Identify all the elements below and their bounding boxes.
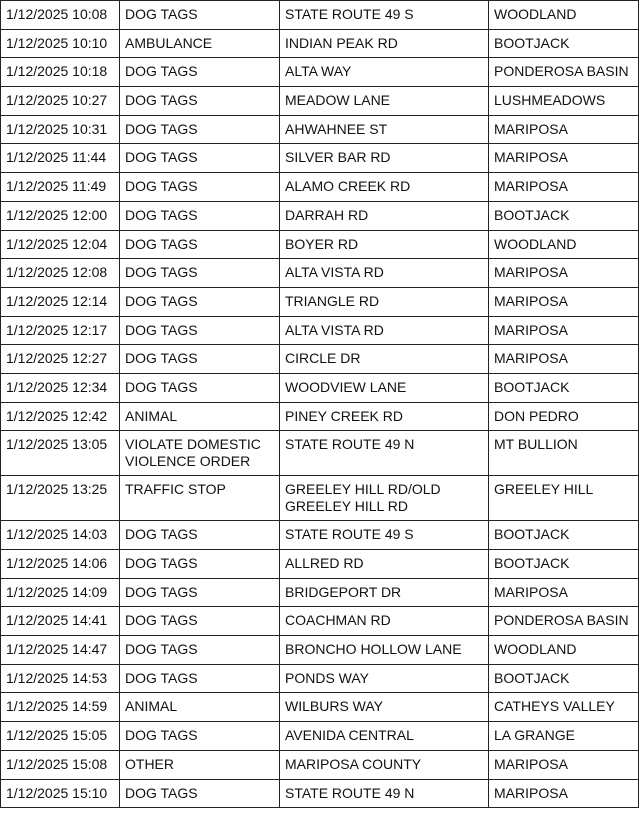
cell-call-type: DOG TAGS (120, 287, 280, 316)
cell-location: STATE ROUTE 49 N (280, 779, 489, 808)
cell-area: CATHEYS VALLEY (489, 693, 639, 722)
cell-location: BRIDGEPORT DR (280, 578, 489, 607)
cell-datetime: 1/12/2025 14:53 (1, 664, 120, 693)
cell-location: ALTA WAY (280, 58, 489, 87)
cell-location: ALLRED RD (280, 550, 489, 579)
cell-datetime: 1/12/2025 14:03 (1, 521, 120, 550)
cell-datetime: 1/12/2025 10:27 (1, 87, 120, 116)
cell-call-type: DOG TAGS (120, 115, 280, 144)
cell-location: WOODVIEW LANE (280, 373, 489, 402)
cell-area: LA GRANGE (489, 722, 639, 751)
table-row (1, 431, 639, 476)
cell-call-type: DOG TAGS (120, 201, 280, 230)
cell-datetime: 1/12/2025 14:09 (1, 578, 120, 607)
cell-datetime: 1/12/2025 12:04 (1, 230, 120, 259)
cell-area: WOODLAND (489, 636, 639, 665)
cell-call-type: TRAFFIC STOP (120, 476, 280, 521)
call-log-body (1, 1, 639, 808)
table-row (1, 87, 639, 116)
cell-location: SILVER BAR RD (280, 144, 489, 173)
cell-area: MARIPOSA (489, 779, 639, 808)
cell-datetime: 1/12/2025 13:05 (1, 431, 120, 476)
table-row (1, 29, 639, 58)
cell-location: ALTA VISTA RD (280, 316, 489, 345)
cell-area: PONDEROSA BASIN (489, 58, 639, 87)
cell-location: MEADOW LANE (280, 87, 489, 116)
cell-call-type: DOG TAGS (120, 173, 280, 202)
cell-call-type: DOG TAGS (120, 521, 280, 550)
cell-datetime: 1/12/2025 14:59 (1, 693, 120, 722)
cell-call-type: DOG TAGS (120, 345, 280, 374)
table-row (1, 58, 639, 87)
cell-datetime: 1/12/2025 10:31 (1, 115, 120, 144)
table-row (1, 693, 639, 722)
cell-area: MARIPOSA (489, 578, 639, 607)
cell-datetime: 1/12/2025 15:05 (1, 722, 120, 751)
table-row (1, 115, 639, 144)
cell-area: MARIPOSA (489, 287, 639, 316)
cell-datetime: 1/12/2025 12:27 (1, 345, 120, 374)
cell-call-type: DOG TAGS (120, 144, 280, 173)
cell-location: COACHMAN RD (280, 607, 489, 636)
cell-area: MARIPOSA (489, 316, 639, 345)
cell-datetime: 1/12/2025 12:17 (1, 316, 120, 345)
cell-call-type: DOG TAGS (120, 779, 280, 808)
cell-location: INDIAN PEAK RD (280, 29, 489, 58)
cell-location: CIRCLE DR (280, 345, 489, 374)
table-row (1, 287, 639, 316)
table-row (1, 345, 639, 374)
cell-call-type: DOG TAGS (120, 664, 280, 693)
table-row (1, 521, 639, 550)
cell-datetime: 1/12/2025 12:00 (1, 201, 120, 230)
cell-datetime: 1/12/2025 11:49 (1, 173, 120, 202)
cell-area: PONDEROSA BASIN (489, 607, 639, 636)
cell-location: DARRAH RD (280, 201, 489, 230)
cell-location: STATE ROUTE 49 N (280, 431, 489, 476)
cell-location: PINEY CREEK RD (280, 402, 489, 431)
cell-datetime: 1/12/2025 12:42 (1, 402, 120, 431)
cell-datetime: 1/12/2025 12:08 (1, 259, 120, 288)
cell-datetime: 1/12/2025 14:41 (1, 607, 120, 636)
cell-call-type: DOG TAGS (120, 58, 280, 87)
cell-datetime: 1/12/2025 12:34 (1, 373, 120, 402)
cell-call-type: DOG TAGS (120, 722, 280, 751)
cell-location: STATE ROUTE 49 S (280, 1, 489, 30)
cell-datetime: 1/12/2025 12:14 (1, 287, 120, 316)
table-row (1, 1, 639, 30)
table-row (1, 230, 639, 259)
cell-location: ALAMO CREEK RD (280, 173, 489, 202)
cell-area: DON PEDRO (489, 402, 639, 431)
cell-location: WILBURS WAY (280, 693, 489, 722)
table-row (1, 550, 639, 579)
cell-location: ALTA VISTA RD (280, 259, 489, 288)
cell-area: MARIPOSA (489, 750, 639, 779)
cell-location: PONDS WAY (280, 664, 489, 693)
cell-datetime: 1/12/2025 10:18 (1, 58, 120, 87)
cell-area: MARIPOSA (489, 345, 639, 374)
cell-location: AHWAHNEE ST (280, 115, 489, 144)
cell-datetime: 1/12/2025 11:44 (1, 144, 120, 173)
cell-call-type: DOG TAGS (120, 259, 280, 288)
cell-location: AVENIDA CENTRAL (280, 722, 489, 751)
cell-area: BOOTJACK (489, 664, 639, 693)
cell-area: WOODLAND (489, 230, 639, 259)
cell-area: BOOTJACK (489, 521, 639, 550)
cell-area: WOODLAND (489, 1, 639, 30)
table-row (1, 373, 639, 402)
cell-call-type: DOG TAGS (120, 550, 280, 579)
cell-location: STATE ROUTE 49 S (280, 521, 489, 550)
cell-area: BOOTJACK (489, 373, 639, 402)
table-row (1, 402, 639, 431)
table-row (1, 201, 639, 230)
cell-area: BOOTJACK (489, 201, 639, 230)
cell-location: BOYER RD (280, 230, 489, 259)
cell-datetime: 1/12/2025 15:10 (1, 779, 120, 808)
cell-datetime: 1/12/2025 10:10 (1, 29, 120, 58)
cell-area: MARIPOSA (489, 259, 639, 288)
cell-area: MT BULLION (489, 431, 639, 476)
table-row (1, 722, 639, 751)
table-row (1, 259, 639, 288)
cell-call-type: DOG TAGS (120, 230, 280, 259)
table-row (1, 144, 639, 173)
table-row (1, 664, 639, 693)
cell-area: MARIPOSA (489, 115, 639, 144)
cell-call-type: ANIMAL (120, 693, 280, 722)
cell-area: MARIPOSA (489, 144, 639, 173)
cell-location: TRIANGLE RD (280, 287, 489, 316)
cell-call-type: DOG TAGS (120, 316, 280, 345)
cell-area: BOOTJACK (489, 550, 639, 579)
cell-call-type: DOG TAGS (120, 607, 280, 636)
cell-call-type: DOG TAGS (120, 578, 280, 607)
cell-call-type: DOG TAGS (120, 373, 280, 402)
cell-datetime: 1/12/2025 14:06 (1, 550, 120, 579)
cell-call-type: ANIMAL (120, 402, 280, 431)
cell-area: MARIPOSA (489, 173, 639, 202)
cell-call-type: DOG TAGS (120, 87, 280, 116)
cell-location: BRONCHO HOLLOW LANE (280, 636, 489, 665)
table-row (1, 779, 639, 808)
cell-call-type: AMBULANCE (120, 29, 280, 58)
cell-call-type: DOG TAGS (120, 1, 280, 30)
cell-call-type: DOG TAGS (120, 636, 280, 665)
table-row (1, 750, 639, 779)
cell-area: GREELEY HILL (489, 476, 639, 521)
cell-area: BOOTJACK (489, 29, 639, 58)
table-row (1, 636, 639, 665)
cell-datetime: 1/12/2025 13:25 (1, 476, 120, 521)
table-row (1, 607, 639, 636)
table-row (1, 476, 639, 521)
cell-call-type: VIOLATE DOMESTIC VIOLENCE ORDER (120, 431, 280, 476)
cell-datetime: 1/12/2025 14:47 (1, 636, 120, 665)
cell-call-type: OTHER (120, 750, 280, 779)
table-row (1, 578, 639, 607)
cell-location: GREELEY HILL RD/OLD GREELEY HILL RD (280, 476, 489, 521)
table-row (1, 173, 639, 202)
table-row (1, 316, 639, 345)
cell-location: MARIPOSA COUNTY (280, 750, 489, 779)
cell-datetime: 1/12/2025 10:08 (1, 1, 120, 30)
cell-datetime: 1/12/2025 15:08 (1, 750, 120, 779)
cell-area: LUSHMEADOWS (489, 87, 639, 116)
